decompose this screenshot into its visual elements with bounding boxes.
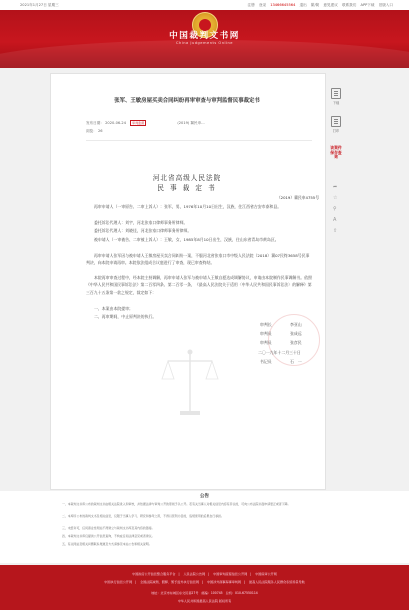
judge-role-2: 审判员 <box>260 331 272 336</box>
party-agent-1: 委托诉讼代理人：刘宇，河北张家口律师事务所律师。 <box>94 220 188 225</box>
download-button[interactable] <box>328 88 344 105</box>
login-link[interactable]: 登录 <box>258 3 267 7</box>
footer-copyright: 中华人民共和国最高人民法院 版权所有 <box>177 599 232 603</box>
print-button[interactable] <box>328 116 344 133</box>
ruling-date: 二〇一九年十二月三十日 <box>258 350 301 355</box>
judge-name-2: 张成远 <box>290 331 302 336</box>
app-download-link[interactable]: APP下载 <box>360 3 375 7</box>
zoom-icon[interactable]: ⚲ <box>333 206 337 212</box>
download-icon <box>331 88 341 99</box>
top-links <box>245 3 393 8</box>
judge-name-1: 李亚山 <box>290 322 302 327</box>
download-label: 下载 <box>332 101 340 105</box>
meta-divider <box>86 140 312 141</box>
case-type-badge: 审判监督 <box>132 121 145 125</box>
footer-link[interactable]: 中国执行信息公开网 <box>104 580 133 584</box>
justice-scale-watermark-icon <box>160 345 220 425</box>
notice-line-3: 三、未经许可，任何商业性网站不得建立与裁判文书库及其内容的链接。 <box>62 526 155 530</box>
document-title: 张军、王敏房屋买卖合同纠纷再审审查与审判监督民事裁定书 <box>114 98 260 104</box>
court-reasoning: 本院再审审查过程中，经本院主持调解，再审申请人张军与被申请人王敏自愿达成调解协议，申请由本院制作民事调解书。依照《中华人民共和国民事诉讼法》第二百零四条、第二百零一条，《最高人民法院关于适用〈中华人民共和国民事诉讼法〉的解释》第三百九十五条第一款之规定，裁定如下： <box>86 275 312 295</box>
document-views-row <box>86 129 103 134</box>
old-version-link[interactable]: 旧版入口 <box>378 3 393 7</box>
footer-link[interactable]: 中国政府公开信息整合服务平台 <box>132 572 176 576</box>
ruling-1: 一、本案由本院提审； <box>94 306 133 311</box>
site-subtitle: China Judgements Online <box>175 41 234 45</box>
judge-role-3: 审判员 <box>260 340 272 345</box>
notice-line-1: 一、本裁判文书库公布的裁判文书由相关法院录入和审核，并依据法律与审判公开的原则予以公开。若有关当事人对相关信息内容有异议的，可向公布法院书面申请更正或者下降。 <box>62 502 291 506</box>
star-icon[interactable]: ☆ <box>333 195 338 201</box>
footer-address: 地址：北京市东城区东交民巷27号 邮编：100745 总机：010-67550114 <box>151 591 258 595</box>
party-applicant: 再审申请人（一审原告、二审上诉人）：张军，男，1976年10月10日出生，汉族，住江西省吉安市泰和县。 <box>94 204 282 209</box>
footer-links-row-2: 中国执行信息公开网 | 全国法院减刑、假释、暂予监外执行信息网 | 中国涉外商事海事审判网 | 最高人民法院服务人民群众系统场景导航 <box>104 580 305 584</box>
publish-date-label: 发布日期： <box>86 121 104 125</box>
logout-link[interactable]: 退出 <box>299 3 307 7</box>
document-type: 民 事 裁 定 书 <box>157 184 217 192</box>
clerk-role: 书记员 <box>260 359 272 364</box>
feedback-link[interactable]: 意见建议 <box>323 3 338 7</box>
views-label: 浏览： <box>86 129 97 133</box>
print-icon <box>331 116 341 127</box>
ruling-2: 二、再审期间，中止原判决的执行。 <box>94 314 157 319</box>
footer-link[interactable]: 中国涉外商事海事审判网 <box>206 580 241 584</box>
document-meta-row <box>86 121 205 126</box>
notice-line-2: 二、本库所公布的裁判文书及相关信息，仅限于当事人学习、研究和参考之用，不得以营利为目的，违规使用的后果自行承担。 <box>62 514 224 518</box>
print-label: 打印 <box>332 129 340 133</box>
judge-name-3: 张彦民 <box>290 340 302 345</box>
notice-line-5: 五、有关网站及相关问题联系渠道及方式请参见本站公告和相关说明。 <box>62 542 152 546</box>
judge-role-1: 审判长 <box>260 322 272 327</box>
clerk-name: 石 一 <box>290 359 302 364</box>
contact-link[interactable]: 联系我们 <box>341 3 357 7</box>
court-name: 河北省高级人民法院 <box>152 174 222 182</box>
case-background: 再审申请人张军因与被申请人王敏房屋买卖合同纠纷一案，不服河北省张家口市中级人民法院（2018）冀07民终3658号民事判决，向本院申请再审。本院依法组成合议庭进行了审查，现已审查终结。 <box>86 253 310 266</box>
lang-switch-link[interactable]: 繁/简 <box>310 3 320 7</box>
views-count: 26 <box>97 129 103 133</box>
notice-title: 公告 <box>199 494 210 499</box>
site-title[interactable]: 中国裁判文书网 <box>169 31 240 41</box>
party-respondent: 被申请人（一审被告、二审被上诉人）：王敏，女，1985年8月10日出生，汉族，住山东省青岛市黄岛区。 <box>94 237 279 242</box>
back-top-icon[interactable]: ⇧ <box>333 228 338 234</box>
share-icon[interactable]: ➦ <box>333 184 338 190</box>
footer-links-row-1: 中国政府公开信息整合服务平台 | 人民法院公告网 | 中国审判流程信息公开网 | 中国庭审公开网 <box>132 572 277 576</box>
case-number-short: (2019) 冀民申... <box>177 121 205 125</box>
user-phone[interactable]: 13466645564 <box>270 3 296 7</box>
notice-line-4: 四、本裁判文书库仅提供公开信息查询，不构成任何法律意见或者建议。 <box>62 534 155 538</box>
footer-link[interactable]: 中国审判流程信息公开网 <box>213 572 248 576</box>
publish-date: 2020-06-24 <box>105 121 127 125</box>
case-number: （2019）冀民申4755号 <box>276 195 319 200</box>
footer-link[interactable]: 中国庭审公开网 <box>255 572 277 576</box>
current-date: 2021年1月27日 星期三 <box>20 3 59 7</box>
save-query-link[interactable]: 该案件保存查询 <box>330 145 342 160</box>
party-agent-2: 委托诉讼代理人：刘晓佳，河北张家口律师事务所律师。 <box>94 228 192 233</box>
footer-link[interactable]: 全国法院减刑、假释、暂予监外执行信息网 <box>140 580 199 584</box>
font-icon[interactable]: A <box>333 217 337 223</box>
footer-link[interactable]: 最高人民法院服务人民群众系统场景导航 <box>249 580 305 584</box>
register-link[interactable]: 注册 <box>247 3 255 7</box>
footer-link[interactable]: 人民法院公告网 <box>183 572 206 576</box>
